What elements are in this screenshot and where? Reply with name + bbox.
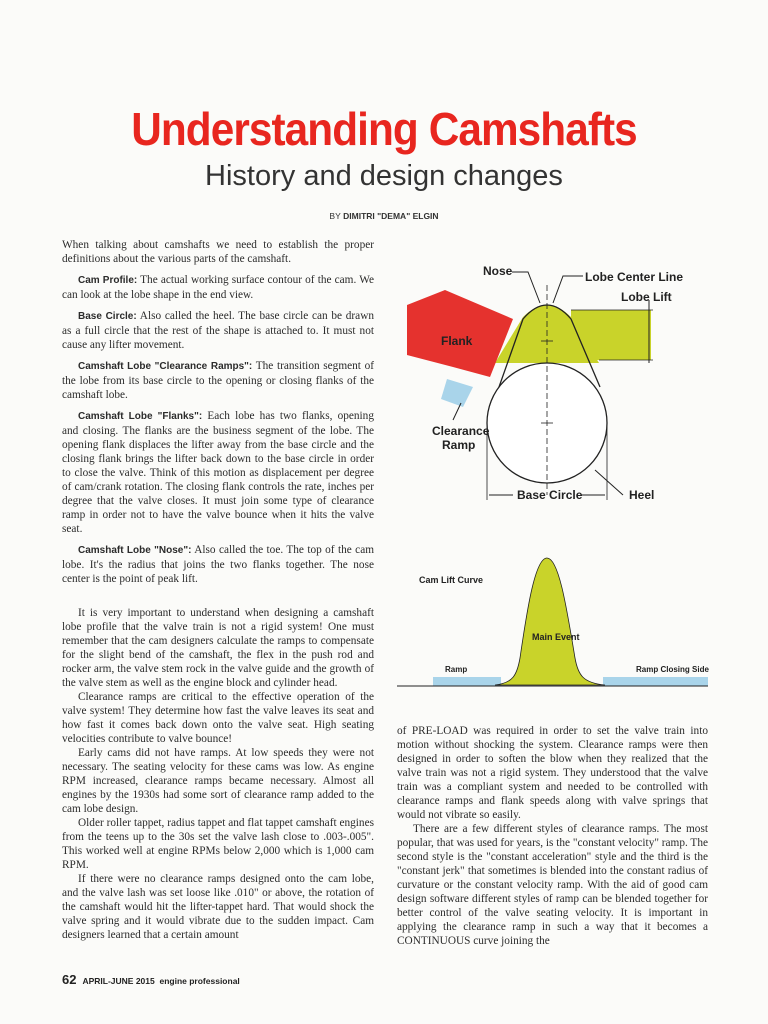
body-paragraph: of PRE-LOAD was required in order to set the valve train into motion without shocking the system. Clearance ramps were then designed in order to soften the blow when they realized that the valve train was not a rigid system. They understood that the valve train was a compliant system and needed to be controlled with clearance ramps and flank speeds along with valve springs that would not vibrate so easily. — [397, 725, 708, 821]
label-ramp: Ramp — [442, 438, 476, 452]
body-paragraph: Older roller tappet, radius tappet and flat tappet camshaft engines from the teens up to the 30s set the valve lash close to .003-.005". This worked well at engine RPMs below 2,000 which is 1,000 cam RPM. — [62, 817, 374, 871]
term-label: Cam Profile: — [78, 275, 138, 286]
intro-paragraph: When talking about camshafts we need to establish the proper definitions about the various parts of the camshaft. — [62, 239, 374, 265]
definition-text: Each lobe has two flanks, opening and closing. The flanks are the business segment of the lobe. The opening flank displaces the lifter away from the base circle and the closing flank brings the lifter back down to the base circle in order to close the valve. Think of this motion as displacement per degree of cam/crank rotation. The closing flank controls the rate, inches per degree that the valve closes. It must join some type of clearance ramp in order not to have the valve bounce when it hits the valve seat. — [62, 410, 374, 535]
definition-clearance-ramps — [62, 359, 374, 402]
label-heel: Heel — [629, 488, 655, 502]
nose-leader — [512, 272, 540, 303]
clearance-ramp-leader — [453, 403, 461, 420]
left-column — [62, 238, 374, 942]
byline-author: DIMITRI "DEMA" ELGIN — [343, 211, 439, 221]
body-paragraph: If there were no clearance ramps designed onto the cam lobe, and the valve lash was set loose like .010" or above, the rotation of the camshaft would hit the lifter-tappet hard. That would shock the valve spring and it would vibrate due to the sudden impact. Cam designers learned that a certain amount — [62, 873, 374, 941]
body-paragraph: There are a few different styles of clearance ramps. The most popular, that was used for years, is the "constant velocity" ramp. The second style is the "constant acceleration" style and the third is the "constant jerk" that sometimes is blended into the constant radius of curvature or the constant velocity ramp. With the aid of good cam design software different styles of ramp can be blended together for better control of the valve seating velocity. It is important in applying the clearance ramp in such a way that it becomes a CONTINUOUS curve joining the — [397, 823, 708, 947]
body-paragraph: Clearance ramps are critical to the effective operation of the valve system! They determine how fast the valve leaves its seat and how fast it comes back down onto the valve seat. High seating velocities contribute to valve bounce! — [62, 691, 374, 745]
term-label: Camshaft Lobe "Clearance Ramps": — [78, 361, 253, 372]
definition-cam-profile — [62, 273, 374, 302]
page-footer — [62, 972, 240, 987]
term-label: Camshaft Lobe "Nose": — [78, 545, 192, 556]
byline-prefix: BY — [329, 211, 341, 221]
issue-date: APRIL-JUNE 2015 — [82, 976, 155, 986]
cam-lift-curve-chart — [395, 550, 713, 700]
label-ramp-opening: Ramp — [445, 665, 468, 674]
byline — [0, 211, 768, 221]
definition-text: The actual working surface contour of the cam. We can look at the lobe shape in the end view. — [62, 274, 374, 301]
right-column — [397, 724, 708, 948]
definition-text: Also called the heel. The base circle can be drawn as a full circle that the rest of the shape is attached to. It must not cause any lifter movement. — [62, 310, 375, 351]
lobe-lift-region — [571, 310, 651, 360]
definition-base-circle — [62, 309, 374, 352]
clearance-ramp-block — [441, 379, 473, 407]
definition-text: Also called the toe. The top of the cam lobe. It's the radius that joins the two flanks together. The nose center is the point of peak lift. — [62, 544, 374, 585]
page-subtitle: History and design changes — [205, 160, 563, 192]
label-nose: Nose — [483, 264, 513, 278]
label-clearance: Clearance — [432, 424, 490, 438]
chart-title: Cam Lift Curve — [419, 575, 484, 585]
lobe-center-leader — [553, 276, 583, 303]
page-title: Understanding Camshafts — [131, 103, 637, 155]
body-paragraph: It is very important to understand when designing a camshaft lobe profile that the valve train is not a rigid system! One must remember that the cam designers calculate the ramps to compensate for the slight bend of the camshaft, the flex in the push rod and rocker arm, the valve stem rock in the valve guide and the growth of the valve stem as well as the engine block and cylinder head. — [62, 607, 374, 689]
label-lobe-lift: Lobe Lift — [621, 290, 672, 304]
label-base-circle: Base Circle — [517, 488, 583, 502]
label-ramp-closing: Ramp Closing Side — [636, 665, 709, 674]
body-paragraph: Early cams did not have ramps. At low speeds they were not necessary. The seating velocity for these cams was low. As engine RPM increased, clearance ramps became necessary. Almost all engines by the 1930s had some sort of clearance ramp added to the cam lobe design. — [62, 747, 374, 815]
definition-nose — [62, 543, 374, 586]
definition-text: The transition segment of the lobe from its base circle to the opening or closing flanks of the camshaft lobe. — [62, 360, 374, 401]
magazine-name: engine professional — [159, 976, 240, 986]
definition-flanks — [62, 409, 374, 536]
page-number: 62 — [62, 972, 77, 987]
lift-curve-fill — [495, 558, 605, 685]
label-lobe-center-line: Lobe Center Line — [585, 270, 684, 284]
heel-leader — [595, 470, 623, 495]
label-flank: Flank — [441, 334, 473, 348]
term-label: Base Circle: — [78, 311, 137, 322]
label-main-event: Main Event — [532, 632, 580, 642]
cam-lobe-diagram — [395, 255, 695, 515]
term-label: Camshaft Lobe "Flanks": — [78, 411, 203, 422]
